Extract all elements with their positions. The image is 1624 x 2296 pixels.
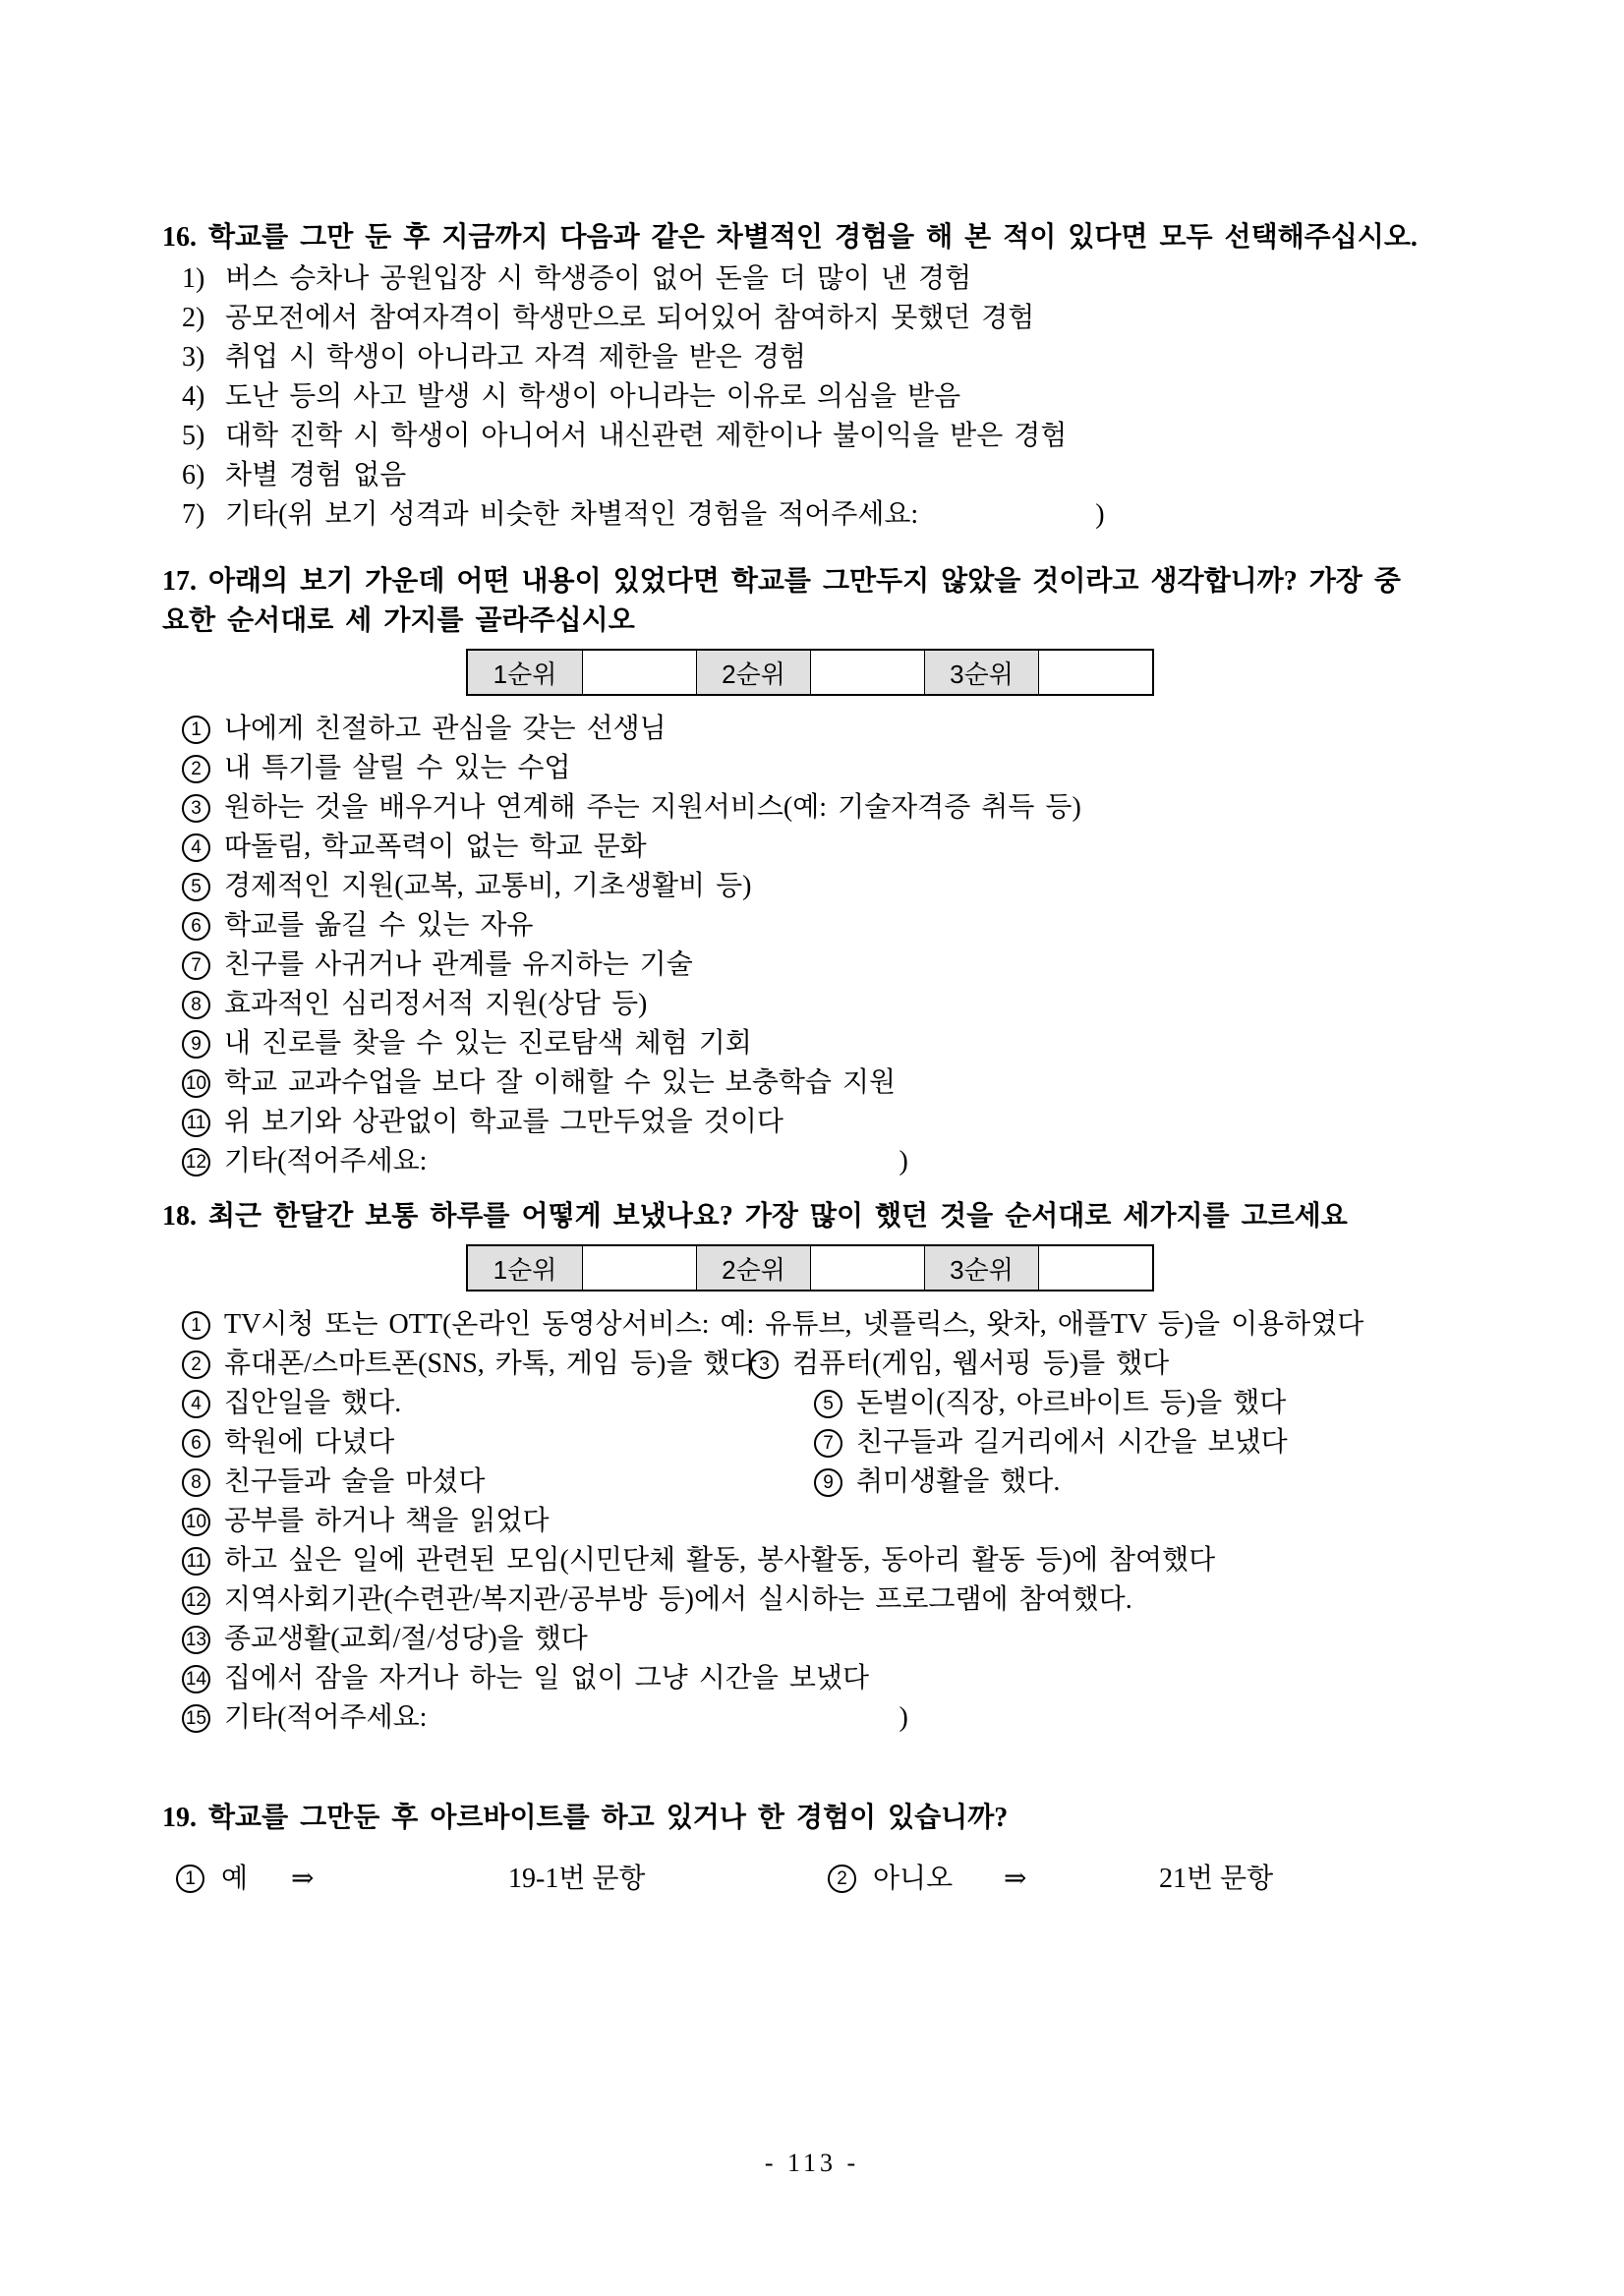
rank-table-q17 xyxy=(466,649,1154,696)
option-text: 학교 교과수업을 보다 잘 이해할 수 있는 보충학습 지원 xyxy=(224,1067,897,1098)
circled-number: 3 xyxy=(750,1350,779,1379)
question-17-options xyxy=(162,710,1470,1181)
option-text: 나에게 친절하고 관심을 갖는 선생님 xyxy=(224,714,667,744)
option-row xyxy=(182,299,1470,338)
option-row xyxy=(182,1305,1470,1345)
circled-number: 12 xyxy=(182,1148,210,1177)
rank-2-label: 2순위 xyxy=(696,1246,810,1290)
option-row xyxy=(182,1024,1470,1063)
option-row xyxy=(182,1659,1470,1698)
rank-3-label: 3순위 xyxy=(924,1246,1038,1290)
rank-3-input-cell[interactable] xyxy=(1038,651,1152,694)
circled-number: 14 xyxy=(182,1665,210,1693)
option-text: 효과적인 심리정서적 지원(상담 등) xyxy=(224,989,648,1019)
option-row-other xyxy=(182,1142,1470,1181)
option-text: 하고 싶은 일에 관련된 모임(시민단체 활동, 봉사활동, 동아리 활동 등)에 참여했다 xyxy=(224,1545,1216,1576)
rank-1-input-cell[interactable] xyxy=(582,651,696,694)
option-row xyxy=(182,985,1470,1024)
circled-number: 13 xyxy=(182,1626,210,1654)
circled-number: 6 xyxy=(182,1429,210,1458)
circled-number: 8 xyxy=(182,991,210,1019)
option-text: 내 진로를 찾을 수 있는 진로탐색 체험 기회 xyxy=(224,1028,752,1059)
option-row xyxy=(182,1620,1470,1659)
arrow-icon: ⇒ xyxy=(291,1864,315,1894)
option-text: 경제적인 지원(교복, 교통비, 기초생활비 등) xyxy=(224,871,752,901)
option-left xyxy=(182,1345,757,1384)
circled-number: 9 xyxy=(814,1468,842,1497)
option-row xyxy=(182,1063,1470,1103)
option-right xyxy=(750,1345,1169,1384)
option-text: TV시청 또는 OTT(온라인 동영상서비스: 예: 유튜브, 넷플릭스, 왓차, 애플TV 등)을 이용하였다 xyxy=(224,1309,1364,1340)
rank-1-label: 1순위 xyxy=(468,1246,582,1290)
write-in-blank[interactable] xyxy=(427,1703,899,1733)
option-row xyxy=(182,946,1470,985)
option-text: 버스 승차나 공원입장 시 학생증이 없어 돈을 더 많이 낸 경험 xyxy=(225,263,972,294)
question-19-title: 19. 학교를 그만둔 후 아르바이트를 하고 있거나 한 경험이 있습니까? xyxy=(162,1803,1009,1833)
circled-number: 5 xyxy=(182,873,210,901)
option-row xyxy=(182,906,1470,946)
option-text: 도난 등의 사고 발생 시 학생이 아니라는 이유로 의심을 받음 xyxy=(225,381,961,412)
answer-no-target: 21번 문항 xyxy=(1159,1864,1274,1894)
option-left xyxy=(182,1384,814,1423)
circled-number: 1 xyxy=(182,716,210,744)
option-text: 지역사회기관(수련관/복지관/공부방 등)에서 실시하는 프로그램에 참여했다. xyxy=(224,1584,1132,1615)
question-16 xyxy=(162,218,1470,535)
option-text: 집안일을 했다. xyxy=(224,1388,402,1418)
option-left xyxy=(182,1423,814,1463)
option-text: 따돌림, 학교폭력이 없는 학교 문화 xyxy=(224,832,647,862)
question-18 xyxy=(162,1197,1470,1738)
option-text: 취미생활을 했다. xyxy=(856,1466,1061,1497)
close-paren: ) xyxy=(1095,499,1105,530)
circled-number: 8 xyxy=(182,1468,210,1497)
answer-yes-label: 예 xyxy=(221,1864,249,1894)
option-text: 기타(적어주세요: xyxy=(224,1702,428,1733)
rank-2-label: 2순위 xyxy=(696,651,810,694)
circled-number: 2 xyxy=(182,755,210,783)
page-content xyxy=(162,218,1470,1903)
option-text: 친구를 사귀거나 관계를 유지하는 기술 xyxy=(224,949,693,980)
option-text: 차별 경험 없음 xyxy=(225,460,407,490)
circled-number: 15 xyxy=(182,1704,210,1733)
option-row xyxy=(182,377,1470,417)
option-row xyxy=(182,259,1470,299)
option-row xyxy=(182,788,1470,828)
option-row-pair xyxy=(182,1423,1470,1463)
rank-3-label: 3순위 xyxy=(924,651,1038,694)
option-right xyxy=(814,1384,1286,1423)
circled-number: 3 xyxy=(182,794,210,823)
option-row-other xyxy=(182,495,1470,535)
option-row-pair xyxy=(182,1463,1470,1502)
option-text: 돈벌이(직장, 아르바이트 등)을 했다 xyxy=(856,1388,1287,1418)
option-text: 내 특기를 살릴 수 있는 수업 xyxy=(224,753,571,783)
option-number: 2) xyxy=(182,303,205,333)
arrow-icon: ⇒ xyxy=(1004,1864,1027,1894)
option-text: 취업 시 학생이 아니라고 자격 제한을 받은 경험 xyxy=(225,342,806,373)
option-row xyxy=(182,456,1470,495)
circled-number: 2 xyxy=(828,1865,856,1893)
rank-2-input-cell[interactable] xyxy=(810,1246,924,1290)
option-number: 4) xyxy=(182,381,205,412)
option-number: 7) xyxy=(182,499,205,530)
question-17-title-line1: 17. 아래의 보기 가운데 어떤 내용이 있었다면 학교를 그만두지 않았을 것이라고 생각합니까? 가장 중 xyxy=(162,566,1401,597)
answer-yes-target: 19-1번 문항 xyxy=(508,1864,646,1894)
close-paren: ) xyxy=(899,1702,908,1733)
circled-number: 7 xyxy=(814,1429,842,1458)
rank-1-label: 1순위 xyxy=(468,651,582,694)
option-row-pair xyxy=(182,1345,1470,1384)
option-number: 3) xyxy=(182,342,205,373)
option-number: 1) xyxy=(182,263,205,294)
option-text: 기타(위 보기 성격과 비슷한 차별적인 경험을 적어주세요: xyxy=(225,499,919,530)
option-row xyxy=(182,749,1470,788)
option-row xyxy=(182,1502,1470,1541)
option-row xyxy=(182,338,1470,377)
option-text: 원하는 것을 배우거나 연계해 주는 지원서비스(예: 기술자격증 취득 등) xyxy=(224,792,1081,823)
close-paren: ) xyxy=(899,1146,908,1177)
circled-number: 6 xyxy=(182,912,210,941)
option-text: 친구들과 술을 마셨다 xyxy=(224,1466,486,1497)
answer-no-label: 아니오 xyxy=(873,1864,954,1894)
option-text: 학교를 옮길 수 있는 자유 xyxy=(224,910,534,941)
option-row xyxy=(182,1103,1470,1142)
option-text: 휴대폰/스마트폰(SNS, 카톡, 게임 등)을 했다 xyxy=(224,1349,757,1379)
option-number: 5) xyxy=(182,421,205,451)
rank-3-input-cell[interactable] xyxy=(1038,1246,1152,1290)
write-in-blank[interactable] xyxy=(918,500,1095,530)
option-right xyxy=(814,1423,1288,1463)
rank-1-input-cell[interactable] xyxy=(582,1246,696,1290)
option-row xyxy=(182,828,1470,867)
circled-number: 4 xyxy=(182,833,210,862)
circled-number: 2 xyxy=(182,1350,210,1379)
option-text: 대학 진학 시 학생이 아니어서 내신관련 제한이나 불이익을 받은 경험 xyxy=(225,421,1068,451)
circled-number: 1 xyxy=(176,1865,204,1893)
question-18-title: 18. 최근 한달간 보통 하루를 어떻게 보냈나요? 가장 많이 했던 것을 순서대로 세가지를 고르세요 xyxy=(162,1201,1348,1232)
option-row xyxy=(182,417,1470,456)
circled-number: 9 xyxy=(182,1030,210,1059)
rank-table-q18 xyxy=(466,1244,1154,1292)
option-row xyxy=(182,1580,1470,1620)
question-19 xyxy=(162,1799,1470,1903)
option-row-other xyxy=(182,1698,1470,1738)
option-row xyxy=(182,867,1470,906)
option-number: 6) xyxy=(182,460,205,490)
option-text: 공모전에서 참여자격이 학생만으로 되어있어 참여하지 못했던 경험 xyxy=(225,303,1035,333)
circled-number: 11 xyxy=(182,1109,210,1137)
option-text: 기타(적어주세요: xyxy=(224,1146,428,1177)
option-text: 종교생활(교회/절/성당)을 했다 xyxy=(224,1624,588,1654)
option-text: 학원에 다녔다 xyxy=(224,1427,395,1458)
option-text: 컴퓨터(게임, 웹서핑 등)를 했다 xyxy=(792,1349,1170,1379)
page-number: - 113 - xyxy=(764,2149,860,2177)
option-left xyxy=(182,1463,814,1502)
write-in-blank[interactable] xyxy=(427,1147,899,1177)
rank-2-input-cell[interactable] xyxy=(810,651,924,694)
option-row-pair xyxy=(182,1384,1470,1423)
option-text: 위 보기와 상관없이 학교를 그만두었을 것이다 xyxy=(224,1107,783,1137)
circled-number: 10 xyxy=(182,1508,210,1536)
question-19-answers xyxy=(162,1860,1470,1903)
circled-number: 11 xyxy=(182,1547,210,1576)
option-text: 집에서 잠을 자거나 하는 일 없이 그냥 시간을 보냈다 xyxy=(224,1663,870,1693)
circled-number: 5 xyxy=(814,1390,842,1418)
option-text: 공부를 하거나 책을 읽었다 xyxy=(224,1506,550,1536)
circled-number: 12 xyxy=(182,1586,210,1615)
circled-number: 7 xyxy=(182,951,210,980)
question-17 xyxy=(162,562,1470,1181)
question-18-options xyxy=(162,1305,1470,1738)
question-16-options xyxy=(162,259,1470,535)
question-16-title: 16. 학교를 그만 둔 후 지금까지 다음과 같은 차별적인 경험을 해 본 적이 있다면 모두 선택해주십시오. xyxy=(162,222,1418,253)
circled-number: 1 xyxy=(182,1311,210,1340)
option-row xyxy=(182,1541,1470,1580)
option-text: 친구들과 길거리에서 시간을 보냈다 xyxy=(856,1427,1288,1458)
circled-number: 4 xyxy=(182,1390,210,1418)
question-17-title-line2: 요한 순서대로 세 가지를 골라주십시오 xyxy=(162,605,635,636)
option-row xyxy=(182,710,1470,749)
circled-number: 10 xyxy=(182,1069,210,1098)
option-right xyxy=(814,1463,1060,1502)
